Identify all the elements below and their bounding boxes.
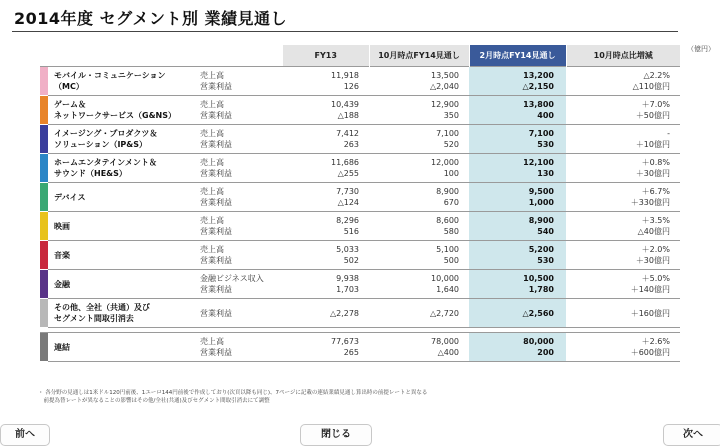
change-value-value: △40億円 [637, 227, 670, 236]
feb-forecast-value [469, 241, 566, 270]
change-value [566, 270, 680, 299]
segment-color-bar [40, 96, 48, 125]
footnote-line-2: 前提為替レートが異なることの影響はその他/全社(共通)及びセグメント間取引消去にて調整 [38, 398, 270, 404]
fy13-value-value: 7,730 [336, 187, 359, 196]
table-header-row [40, 45, 680, 67]
segment-name-value: （MC） [54, 82, 84, 91]
change-value-value: - [667, 129, 670, 138]
feb-forecast-value [469, 270, 566, 299]
feb-forecast-value-value: 530 [537, 256, 554, 265]
header-spacer [40, 45, 48, 67]
metric-label-value: 売上高 [200, 100, 224, 109]
metric-label [200, 270, 283, 299]
change-value [566, 96, 680, 125]
metric-label [200, 333, 283, 362]
feb-forecast-value [469, 299, 566, 328]
metric-label [200, 67, 283, 96]
metric-label-value: 営業利益 [200, 198, 232, 207]
metric-label-value: 金融ビジネス収入 [200, 274, 264, 283]
oct-forecast-value [369, 212, 469, 241]
oct-forecast-value [369, 241, 469, 270]
feb-forecast-value [469, 183, 566, 212]
feb-forecast-value-value: 1,780 [528, 285, 554, 294]
metric-label-value: 売上高 [200, 216, 224, 225]
change-value-value: ＋2.6% [641, 337, 670, 346]
metric-label-value: 営業利益 [200, 227, 232, 236]
segment-name [48, 96, 200, 125]
page-title: 2014年度 セグメント別 業績見通し [14, 9, 288, 28]
metric-label-value: 営業利益 [200, 82, 232, 91]
header-change: 10月時点比増減 [566, 45, 680, 67]
feb-forecast-value-value: △2,560 [522, 308, 554, 318]
change-value-value: ＋160億円 [630, 308, 670, 318]
change-value-value: ＋0.8% [641, 158, 670, 167]
fy13-value-value: 5,033 [336, 245, 359, 254]
change-value-value: △2.2% [643, 71, 670, 80]
footnote-line-1: ・ 各分野の見通しは1米ドル120円前後、1ユーロ144円前後で作成しており(次頁以降も同じ)、7ページに記載の連結業績見通し算出時の前提レートと異なる [38, 390, 428, 396]
fy13-value-value: 8,296 [336, 216, 359, 225]
metric-label-value: 営業利益 [200, 140, 232, 149]
segment-name-value: サウンド（HE&S） [54, 169, 127, 178]
segment-name-value: 音楽 [54, 250, 70, 260]
change-value-value: ＋7.0% [641, 100, 670, 109]
oct-forecast-value-value: 13,500 [431, 71, 459, 80]
fy13-value-value: 265 [343, 348, 359, 357]
feb-forecast-value-value: 200 [537, 348, 554, 357]
segment-name-value: モバイル・コミュニケーション [54, 71, 166, 80]
segment-name-value: セグメント間取引消去 [54, 314, 134, 323]
oct-forecast-value-value: 12,900 [431, 100, 459, 109]
oct-forecast-value-value: △2,040 [429, 82, 459, 91]
feb-forecast-value-value: 13,800 [523, 100, 554, 109]
fy13-value [283, 67, 369, 96]
metric-label-value: 売上高 [200, 158, 224, 167]
metric-label [200, 125, 283, 154]
fy13-value-value: 126 [343, 82, 359, 91]
segment-name [48, 125, 200, 154]
fy13-value-value: 77,673 [331, 337, 359, 346]
fy13-value-value: 7,412 [336, 129, 359, 138]
segment-name [48, 154, 200, 183]
fy13-value-value: 516 [343, 227, 359, 236]
oct-forecast-value-value: 100 [443, 169, 459, 178]
segment-color-bar [40, 125, 48, 154]
feb-forecast-value-value: 13,200 [523, 71, 554, 80]
oct-forecast-value-value: 7,100 [436, 129, 459, 138]
header-oct-forecast: 10月時点FY14見通し [369, 45, 469, 67]
segment-name [48, 183, 200, 212]
table-row [40, 154, 680, 183]
oct-forecast-value [369, 154, 469, 183]
fy13-value [283, 183, 369, 212]
feb-forecast-value-value: 9,500 [528, 187, 554, 196]
feb-forecast-value-value: 400 [537, 111, 554, 120]
metric-label-value: 営業利益 [200, 348, 232, 357]
table-row [40, 270, 680, 299]
metric-label-value: 営業利益 [200, 169, 232, 178]
oct-forecast-value [369, 67, 469, 96]
segment-color-bar [40, 241, 48, 270]
segment-name [48, 299, 200, 328]
segment-name-value: 金融 [54, 279, 70, 289]
change-value-value: ＋140億円 [630, 285, 670, 294]
oct-forecast-value-value: 12,000 [431, 158, 459, 167]
fy13-value [283, 96, 369, 125]
segment-name [48, 333, 200, 362]
change-value [566, 125, 680, 154]
fy13-value-value: 1,703 [336, 285, 359, 294]
change-value-value: ＋6.7% [641, 187, 670, 196]
fy13-value [283, 154, 369, 183]
metric-label [200, 154, 283, 183]
fy13-value [283, 333, 369, 362]
segment-name-value: イメージング・プロダクツ＆ [54, 129, 158, 138]
feb-forecast-value-value: 80,000 [523, 337, 554, 346]
metric-label-value: 営業利益 [200, 285, 232, 294]
oct-forecast-value-value: 580 [443, 227, 459, 236]
change-value-value: ＋2.0% [641, 245, 670, 254]
change-value-value: ＋5.0% [641, 274, 670, 283]
total-row [40, 333, 680, 362]
fy13-value-value: 11,686 [331, 158, 359, 167]
fy13-value-value: △188 [337, 111, 359, 120]
change-value-value: ＋600億円 [630, 348, 670, 357]
feb-forecast-value-value: 540 [537, 227, 554, 236]
metric-label [200, 299, 283, 328]
header-spacer [200, 45, 283, 67]
segment-forecast-table [40, 45, 680, 362]
oct-forecast-value [369, 333, 469, 362]
fy13-value [283, 241, 369, 270]
table-row [40, 299, 680, 328]
change-value-value: ＋330億円 [630, 198, 670, 207]
oct-forecast-value-value: 1,640 [436, 285, 459, 294]
segment-name-value: 映画 [54, 221, 70, 231]
segment-name-value: その他、全社（共通）及び [54, 303, 150, 312]
change-value [566, 183, 680, 212]
segment-color-bar [40, 183, 48, 212]
feb-forecast-value-value: 5,200 [528, 245, 554, 254]
oct-forecast-value-value: 10,000 [431, 274, 459, 283]
segment-name-value: デバイス [54, 192, 86, 202]
feb-forecast-value [469, 125, 566, 154]
segment-color-bar [40, 154, 48, 183]
change-value [566, 241, 680, 270]
table-row [40, 241, 680, 270]
feb-forecast-value-value: 1,000 [528, 198, 554, 207]
feb-forecast-value-value: 8,900 [528, 216, 554, 225]
metric-label-value: 売上高 [200, 337, 224, 346]
metric-label-value: 売上高 [200, 71, 224, 80]
segment-name-value: ソリューション（IP&S） [54, 140, 148, 149]
table-row [40, 96, 680, 125]
oct-forecast-value [369, 299, 469, 328]
change-value [566, 212, 680, 241]
segment-name [48, 67, 200, 96]
oct-forecast-value-value: 520 [443, 140, 459, 149]
segment-color-bar [40, 333, 48, 362]
oct-forecast-value [369, 125, 469, 154]
change-value-value: ＋10億円 [635, 140, 670, 149]
next-button[interactable]: 次へ [663, 424, 720, 446]
metric-label-value: 営業利益 [200, 308, 232, 318]
oct-forecast-value-value: 500 [443, 256, 459, 265]
segment-name-value: ゲーム＆ [54, 100, 86, 109]
change-value-value: ＋3.5% [641, 216, 670, 225]
segment-color-bar [40, 212, 48, 241]
feb-forecast-value [469, 154, 566, 183]
unit-label: （億円） [687, 45, 715, 53]
metric-label-value: 営業利益 [200, 111, 232, 120]
metric-label-value: 売上高 [200, 129, 224, 138]
change-value-value: △110億円 [632, 82, 670, 91]
feb-forecast-value-value: 530 [537, 140, 554, 149]
segment-color-bar [40, 67, 48, 96]
fy13-value [283, 270, 369, 299]
segment-color-bar [40, 270, 48, 299]
fy13-value [283, 299, 369, 328]
change-value [566, 67, 680, 96]
feb-forecast-value [469, 67, 566, 96]
fy13-value-value: 263 [343, 140, 359, 149]
metric-label [200, 183, 283, 212]
segment-name [48, 270, 200, 299]
metric-label [200, 96, 283, 125]
close-button[interactable]: 閉じる [300, 424, 372, 446]
fy13-value [283, 212, 369, 241]
change-value-value: ＋30億円 [635, 256, 670, 265]
header-spacer [48, 45, 200, 67]
fy13-value-value: 10,439 [331, 100, 359, 109]
metric-label-value: 営業利益 [200, 256, 232, 265]
table-row [40, 67, 680, 96]
oct-forecast-value-value: 78,000 [431, 337, 459, 346]
change-value [566, 154, 680, 183]
oct-forecast-value [369, 183, 469, 212]
oct-forecast-value-value: 8,600 [436, 216, 459, 225]
segment-name-value: 連結 [54, 342, 70, 352]
table-body [40, 67, 680, 362]
prev-button[interactable]: 前へ [0, 424, 50, 446]
change-value-value: ＋30億円 [635, 169, 670, 178]
change-value [566, 299, 680, 328]
oct-forecast-value-value: 350 [443, 111, 459, 120]
fy13-value [283, 125, 369, 154]
title-divider [12, 31, 678, 32]
segment-name-value: ネットワークサービス（G&NS） [54, 111, 176, 120]
fy13-value-value: △255 [337, 169, 359, 178]
fy13-value-value: 502 [343, 256, 359, 265]
oct-forecast-value [369, 96, 469, 125]
segment-name-value: ホームエンタテインメント＆ [54, 158, 157, 167]
fy13-value-value: △2,278 [329, 308, 359, 318]
feb-forecast-value [469, 333, 566, 362]
metric-label-value: 売上高 [200, 245, 224, 254]
header-feb-forecast: 2月時点FY14見通し [469, 45, 566, 67]
header-fy13: FY13 [283, 45, 369, 67]
fy13-value-value: △124 [337, 198, 359, 207]
feb-forecast-value-value: 10,500 [523, 274, 554, 283]
oct-forecast-value-value: △400 [437, 348, 459, 357]
change-value-value: ＋50億円 [635, 111, 670, 120]
segment-name [48, 241, 200, 270]
fy13-value-value: 9,938 [336, 274, 359, 283]
oct-forecast-value-value: 670 [443, 198, 459, 207]
feb-forecast-value-value: 130 [537, 169, 554, 178]
feb-forecast-value-value: 7,100 [528, 129, 554, 138]
change-value [566, 333, 680, 362]
table-row [40, 212, 680, 241]
metric-label-value: 売上高 [200, 187, 224, 196]
segment-color-bar [40, 299, 48, 328]
segment-name [48, 212, 200, 241]
feb-forecast-value-value: 12,100 [523, 158, 554, 167]
oct-forecast-value-value: 8,900 [436, 187, 459, 196]
feb-forecast-value-value: △2,150 [522, 82, 554, 91]
metric-label [200, 241, 283, 270]
metric-label [200, 212, 283, 241]
oct-forecast-value [369, 270, 469, 299]
footnote [38, 389, 678, 405]
table-row [40, 125, 680, 154]
oct-forecast-value-value: △2,720 [429, 308, 459, 318]
table-row [40, 183, 680, 212]
feb-forecast-value [469, 212, 566, 241]
oct-forecast-value-value: 5,100 [436, 245, 459, 254]
feb-forecast-value [469, 96, 566, 125]
fy13-value-value: 11,918 [331, 71, 359, 80]
